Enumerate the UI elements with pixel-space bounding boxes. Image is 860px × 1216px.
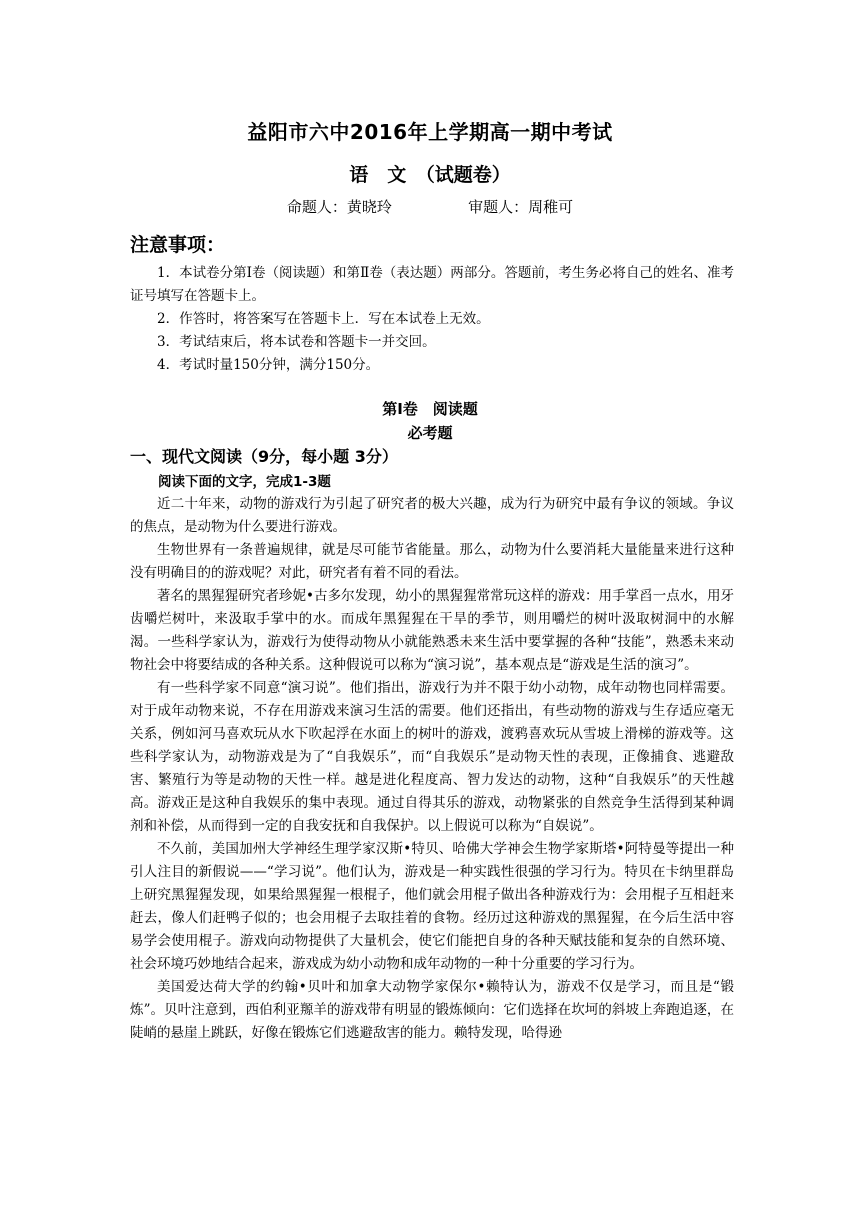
passage-paragraph: 不久前，美国加州大学神经生理学家汉斯•特贝、哈佛大学神会生物学家斯塔•阿特曼等提出一种引人注目的新假说——“学习说”。他们认为，游戏是一种实践性很强的学习行为。特贝在卡纳里群岛上研究黑猩猩发现，如果给黑猩猩一根棍子，他们就会用棍子做出各种游戏行为：会用棍子互相赶来赶去，像人们赶鸭子似的；也会用棍子去取挂着的食物。经历过这种游戏的黑猩猩，在今后生活中容易学会使用棍子。游戏向动物提供了大量机会，使它们能把自身的各种天赋技能和复杂的自然环境、社会环境巧妙地结合起来，游戏成为幼小动物和成年动物的一种十分重要的学习行为。 xyxy=(130,841,734,972)
section-heading: 一、现代文阅读（9分，每小题 3分） xyxy=(130,447,398,466)
notice-item: 2．作答时，将答案写在答题卡上．写在本试卷上无效。 xyxy=(157,311,490,327)
notice-heading: 注意事项： xyxy=(130,234,226,256)
notice-item: 1．本试卷分第Ⅰ卷（阅读题）和第Ⅱ卷（表达题）两部分。答题前，考生务必将自己的姓名、准考证号填写在答题卡上。 xyxy=(130,265,734,304)
passage-paragraph: 近二十年来，动物的游戏行为引起了研究者的极大兴趣，成为行为研究中最有争议的领域。争议的焦点，是动物为什么要进行游戏。 xyxy=(130,496,734,535)
notice-item: 3．考试结束后，将本试卷和答题卡一并交回。 xyxy=(157,334,436,350)
question-setter: 命题人：黄晓玲 xyxy=(286,198,392,216)
authors-line xyxy=(0,196,860,217)
notice-list xyxy=(130,262,734,377)
part-one-title: 第Ⅰ卷 阅读题 xyxy=(382,400,478,418)
passage-paragraph: 生物世界有一条普遍规律，就是尽可能节省能量。那么，动物为什么要消耗大量能量来进行这种没有明确目的的游戏呢？对此，研究者有着不同的看法。 xyxy=(130,542,734,581)
exam-title: 益阳市六中2016年上学期高一期中考试 xyxy=(247,120,613,144)
passage-paragraph: 有一些科学家不同意“演习说”。他们指出，游戏行为并不限于幼小动物，成年动物也同样需要。对于成年动物来说，不存在用游戏来演习生活的需要。他们还指出，有些动物的游戏与生存适应毫无关系，例如河马喜欢玩从水下吹起浮在水面上的树叶的游戏，渡鸦喜欢玩从雪坡上滑梯的游戏等。这些科学家认为，动物游戏是为了“自我娱乐”，而“自我娱乐”是动物天性的表现，正像捕食、逃避敌害、繁殖行为等是动物的天性一样。越是进化程度高、智力发达的动物，这种“自我娱乐”的天性越高。游戏正是这种自我娱乐的集中表现。通过自得其乐的游戏，动物紧张的自然竞争生活得到某种调剂和补偿，从而得到一定的自我安抚和自我保护。以上假说可以称为“自娱说”。 xyxy=(130,680,734,834)
reading-passage xyxy=(130,493,734,1045)
passage-paragraph: 著名的黑猩猩研究者珍妮•古多尔发现，幼小的黑猩猩常常玩这样的游戏：用手掌舀一点水，用牙齿嚼烂树叶，来汲取手掌中的水。而成年黑猩猩在干旱的季节，则用嚼烂的树叶汲取树洞中的水解渴。一些科学家认为，游戏行为使得动物从小就能熟悉未来生活中要掌握的各种“技能”，熟悉未来动物社会中将要结成的各种关系。这种假说可以称为“演习说”，基本观点是“游戏是生活的演习”。 xyxy=(130,588,734,673)
passage-paragraph: 美国爱达荷大学的约翰•贝叶和加拿大动物学家保尔•赖特认为，游戏不仅是学习，而且是“锻炼”。贝叶注意到，西伯利亚羱羊的游戏带有明显的锻炼倾向：它们选择在坎坷的斜坡上奔跑追逐，在陡峭的悬崖上跳跃，好像在锻炼它们逃避敌害的能力。赖特发现，哈得逊 xyxy=(130,979,734,1041)
question-reviewer: 审题人：周稚可 xyxy=(468,198,574,216)
notice-item: 4．考试时量150分钟，满分150分。 xyxy=(157,357,380,373)
reading-instruction: 阅读下面的文字，完成1-3题 xyxy=(158,474,331,490)
exam-subtitle: 语 文 （试题卷） xyxy=(349,164,511,186)
required-section-title: 必考题 xyxy=(407,424,453,442)
